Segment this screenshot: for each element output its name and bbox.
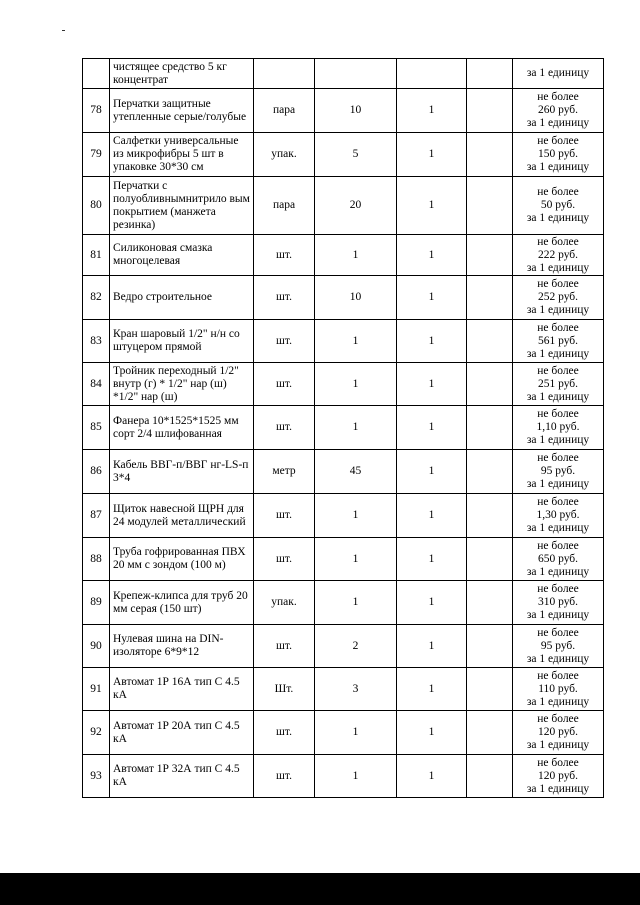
cell-mult: 1	[397, 494, 467, 538]
cell-mult: 1	[397, 363, 467, 406]
cell-num: 82	[83, 276, 110, 320]
price-line: 222 руб.	[537, 248, 579, 261]
cell-num: 83	[83, 320, 110, 363]
price-line: 110 руб.	[538, 682, 578, 695]
price-line: не более	[537, 135, 579, 147]
cell-mult: 1	[397, 538, 467, 581]
cell-unit: упак.	[254, 133, 315, 177]
cell-extra	[467, 89, 513, 133]
cell-extra	[467, 711, 513, 755]
price-line: 50 руб.	[540, 199, 576, 211]
price-line: не более	[537, 539, 579, 552]
table-row	[83, 89, 604, 133]
items-table	[82, 58, 604, 798]
cell-unit: пара	[254, 89, 315, 133]
cell-num: 88	[83, 538, 110, 581]
price-line: за 1 единицу	[526, 261, 590, 274]
cell-price	[513, 711, 604, 755]
price-line: не более	[537, 756, 579, 769]
cell-num: 79	[83, 133, 110, 177]
table-row	[83, 494, 604, 538]
cell-unit: шт.	[254, 406, 315, 450]
cell-price	[513, 625, 604, 668]
cell-mult: 1	[397, 276, 467, 320]
cell-num: 93	[83, 755, 110, 798]
price-line: 1,30 руб.	[536, 509, 580, 521]
cell-unit: метр	[254, 450, 315, 494]
cell-num: 81	[83, 235, 110, 276]
cell-num: 84	[83, 363, 110, 406]
cell-name: Автомат 1Р 32А тип С 4.5 кА	[110, 755, 254, 798]
cell-extra	[467, 406, 513, 450]
page-mark	[62, 30, 65, 31]
cell-mult: 1	[397, 177, 467, 235]
price-line: за 1 единицу	[526, 478, 590, 490]
cell-unit: шт.	[254, 276, 315, 320]
cell-name: Щиток навесной ЩРН для 24 модулей металлический	[110, 494, 254, 538]
scan-edge-bar	[0, 873, 640, 905]
price-line: за 1 единицу	[526, 390, 590, 403]
cell-unit: упак.	[254, 581, 315, 625]
cell-extra	[467, 755, 513, 798]
cell-extra	[467, 133, 513, 177]
cell-unit: шт.	[254, 363, 315, 406]
cell-qty: 1	[315, 494, 397, 538]
cell-price	[513, 755, 604, 798]
cell-price	[513, 668, 604, 711]
cell-price	[513, 406, 604, 450]
price-line: 260 руб.	[537, 104, 579, 116]
cell-name: Нулевая шина на DIN-изоляторе 6*9*12	[110, 625, 254, 668]
cell-price	[513, 581, 604, 625]
cell-mult: 1	[397, 89, 467, 133]
price-line: за 1 единицу	[526, 212, 590, 224]
price-line: 120 руб.	[537, 726, 579, 738]
price-line: не более	[537, 321, 579, 334]
cell-extra	[467, 320, 513, 363]
cell-unit: шт.	[254, 235, 315, 276]
cell-qty: 1	[315, 320, 397, 363]
cell-name: Кран шаровый 1/2" н/н со штуцером прямой	[110, 320, 254, 363]
price-line: за 1 единицу	[526, 695, 590, 708]
cell-name: Крепеж-клипса для труб 20 мм серая (150 шт)	[110, 581, 254, 625]
price-line: 650 руб.	[537, 552, 579, 565]
cell-name: Автомат 1Р 20А тип С 4.5 кА	[110, 711, 254, 755]
price-line: 251 руб.	[537, 377, 579, 390]
cell-qty: 10	[315, 89, 397, 133]
cell-price	[513, 89, 604, 133]
cell-price	[513, 177, 604, 235]
cell-extra	[467, 276, 513, 320]
cell-extra	[467, 363, 513, 406]
cell-qty: 1	[315, 235, 397, 276]
cell-num: 86	[83, 450, 110, 494]
price-line: не более	[537, 235, 579, 248]
cell-qty: 1	[315, 581, 397, 625]
table-row	[83, 581, 604, 625]
cell-name: Труба гофрированная ПВХ 20 мм с зондом (100 м)	[110, 538, 254, 581]
table-row	[83, 320, 604, 363]
price-line: за 1 единицу	[526, 652, 590, 665]
cell-name: Силиконовая смазка многоцелевая	[110, 235, 254, 276]
table-row	[83, 538, 604, 581]
items-table-body	[83, 59, 604, 798]
cell-name: Салфетки универсальные из микрофибры 5 шт в упаковке 30*30 см	[110, 133, 254, 177]
cell-unit: Шт.	[254, 668, 315, 711]
cell-mult: 1	[397, 625, 467, 668]
cell-mult: 1	[397, 668, 467, 711]
cell-qty: 1	[315, 711, 397, 755]
cell-qty: 20	[315, 177, 397, 235]
cell-name: Ведро строительное	[110, 276, 254, 320]
price-line: не более	[537, 91, 579, 103]
table-row	[83, 276, 604, 320]
cell-name: Тройник переходный 1/2" внутр (г) * 1/2" нар (ш) *1/2" нар (ш)	[110, 363, 254, 406]
price-line: не более	[537, 278, 579, 290]
price-line: за 1 единицу	[526, 347, 590, 360]
cell-price	[513, 494, 604, 538]
table-row	[83, 450, 604, 494]
cell-num: 85	[83, 406, 110, 450]
cell-mult: 1	[397, 320, 467, 363]
price-line: не более	[537, 364, 579, 377]
cell-name: Перчатки с полуобливнымнитрило вым покрытием (манжета резинка)	[110, 177, 254, 235]
cell-price	[513, 363, 604, 406]
cell-num: 80	[83, 177, 110, 235]
price-line: не более	[537, 452, 579, 464]
price-line: 252 руб.	[537, 291, 579, 303]
price-line: не более	[537, 496, 579, 508]
cell-extra	[467, 494, 513, 538]
cell-qty: 1	[315, 406, 397, 450]
cell-qty: 3	[315, 668, 397, 711]
cell-unit	[254, 59, 315, 89]
cell-extra	[467, 625, 513, 668]
cell-num: 78	[83, 89, 110, 133]
cell-unit: шт.	[254, 625, 315, 668]
price-line: 95 руб.	[540, 465, 576, 477]
table-row	[83, 235, 604, 276]
cell-qty	[315, 59, 397, 89]
cell-qty: 45	[315, 450, 397, 494]
cell-name: чистящее средство 5 кг концентрат	[110, 59, 254, 89]
cell-num: 90	[83, 625, 110, 668]
price-line: за 1 единицу	[526, 67, 590, 79]
cell-mult: 1	[397, 711, 467, 755]
cell-num	[83, 59, 110, 89]
cell-price	[513, 133, 604, 177]
price-line: не более	[537, 186, 579, 198]
cell-price	[513, 235, 604, 276]
table-row	[83, 755, 604, 798]
cell-unit: шт.	[254, 711, 315, 755]
cell-mult: 1	[397, 235, 467, 276]
cell-qty: 5	[315, 133, 397, 177]
price-line: не более	[537, 626, 579, 639]
cell-mult: 1	[397, 133, 467, 177]
cell-mult: 1	[397, 755, 467, 798]
cell-unit: шт.	[254, 320, 315, 363]
cell-num: 91	[83, 668, 110, 711]
price-line: за 1 единицу	[526, 565, 590, 578]
cell-price	[513, 320, 604, 363]
price-line: 1,10 руб.	[536, 421, 580, 433]
cell-price	[513, 276, 604, 320]
price-line: за 1 единицу	[526, 304, 590, 316]
cell-extra	[467, 668, 513, 711]
cell-name: Автомат 1Р 16А тип С 4.5 кА	[110, 668, 254, 711]
table-row	[83, 363, 604, 406]
cell-extra	[467, 581, 513, 625]
price-line: не более	[537, 669, 579, 682]
table-row	[83, 406, 604, 450]
cell-unit: шт.	[254, 538, 315, 581]
price-line: не более	[537, 408, 579, 420]
table-row	[83, 177, 604, 235]
cell-qty: 2	[315, 625, 397, 668]
table-row	[83, 59, 604, 89]
table-row	[83, 625, 604, 668]
price-line: за 1 единицу	[526, 434, 590, 446]
cell-price	[513, 59, 604, 89]
cell-extra	[467, 538, 513, 581]
price-line: за 1 единицу	[526, 522, 590, 534]
cell-num: 92	[83, 711, 110, 755]
cell-qty: 1	[315, 363, 397, 406]
cell-mult	[397, 59, 467, 89]
cell-mult: 1	[397, 406, 467, 450]
cell-extra	[467, 59, 513, 89]
cell-extra	[467, 450, 513, 494]
cell-qty: 10	[315, 276, 397, 320]
cell-extra	[467, 235, 513, 276]
cell-price	[513, 450, 604, 494]
cell-name: Фанера 10*1525*1525 мм сорт 2/4 шлифованная	[110, 406, 254, 450]
price-line: за 1 единицу	[526, 739, 590, 751]
cell-name: Кабель ВВГ-п/ВВГ нг-LS-п 3*4	[110, 450, 254, 494]
cell-num: 87	[83, 494, 110, 538]
cell-mult: 1	[397, 450, 467, 494]
table-row	[83, 133, 604, 177]
price-line: 150 руб.	[537, 148, 579, 160]
cell-extra	[467, 177, 513, 235]
price-line: за 1 единицу	[526, 117, 590, 129]
cell-qty: 1	[315, 538, 397, 581]
cell-unit: пара	[254, 177, 315, 235]
cell-price	[513, 538, 604, 581]
price-line: 95 руб.	[540, 639, 576, 652]
table-row	[83, 711, 604, 755]
cell-name: Перчатки защитные утепленные серые/голубые	[110, 89, 254, 133]
cell-mult: 1	[397, 581, 467, 625]
price-line: 310 руб.	[537, 596, 579, 608]
price-line: за 1 единицу	[526, 609, 590, 621]
price-line: 561 руб.	[537, 334, 579, 347]
cell-unit: шт.	[254, 494, 315, 538]
cell-num: 89	[83, 581, 110, 625]
price-line: 120 руб.	[537, 769, 579, 782]
price-line: за 1 единицу	[526, 161, 590, 173]
cell-unit: шт.	[254, 755, 315, 798]
table-row	[83, 668, 604, 711]
price-line: не более	[537, 713, 579, 725]
price-line: не более	[537, 583, 579, 595]
cell-qty: 1	[315, 755, 397, 798]
price-line: за 1 единицу	[526, 782, 590, 795]
